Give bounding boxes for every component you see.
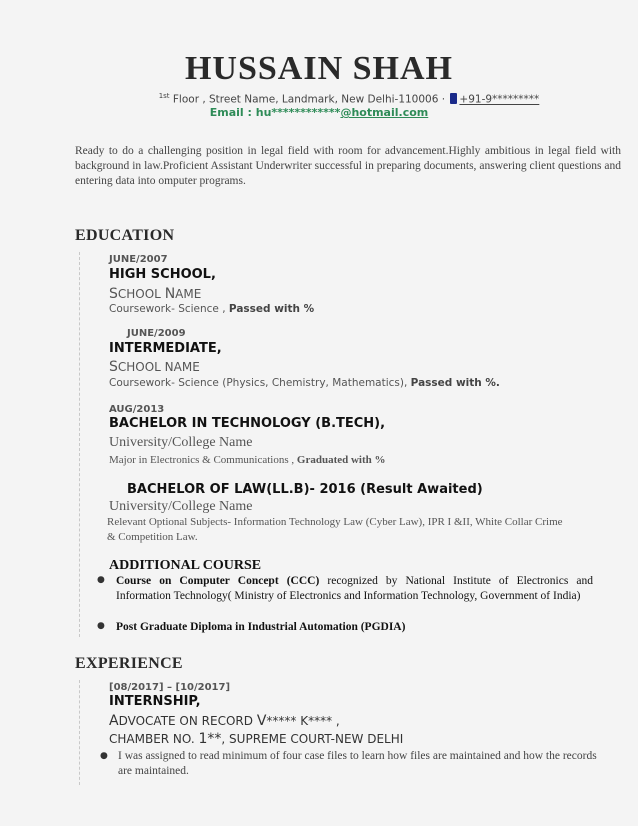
experience-role: INTERNSHIP, (109, 694, 201, 709)
address-text: Floor , Street Name, Landmark, New Delhi-110006 · (169, 93, 449, 106)
education-coursework: Coursework- Science , Passed with % (109, 303, 315, 315)
experience-bullet: I was assigned to read minimum of four case files to learn how files are maintained and how the records are maintained. (118, 750, 597, 777)
address-floor-sup: 1st (158, 92, 170, 100)
email-label: Email : hu************ (209, 106, 341, 119)
education-university: University/College Name (109, 499, 253, 514)
education-degree: BACHELOR IN TECHNOLOGY (B.TECH), (109, 416, 386, 431)
candidate-name: HUSSAIN SHAH (184, 50, 453, 87)
email-link[interactable]: @hotmail.com (340, 106, 429, 119)
summary-paragraph: Ready to do a challenging position in legal field with room for advancement.Highly ambitious in legal field with background in law.Proficient Assistant Underwriter successful in preparing documents, answering client questions and entering data into omputer programs. (75, 145, 621, 187)
phone-number[interactable]: +91-9********* (459, 93, 540, 106)
education-degree: BACHELOR OF LAW(LL.B)- 2016 (Result Awaited) (127, 482, 483, 497)
education-timeline-line (79, 252, 80, 637)
email-line (0, 106, 638, 119)
education-coursework: Coursework- Science (Physics, Chemistry, Mathematics), Passed with %. (109, 377, 500, 389)
experience-date: [08/2017] – [10/2017] (109, 682, 231, 693)
experience-chamber: CHAMBER NO. 1**, SUPREME COURT-NEW DELHI (109, 731, 404, 747)
additional-course-item: Post Graduate Diploma in Industrial Automation (PGDIA) (116, 621, 406, 633)
address-line (0, 92, 638, 106)
experience-organization: ADVOCATE ON RECORD V***** K**** , (109, 713, 340, 729)
education-date: JUNE/2007 (109, 254, 168, 265)
additional-course-heading: ADDITIONAL COURSE (109, 558, 262, 573)
education-heading: EDUCATION (75, 227, 175, 244)
education-subjects: Relevant Optional Subjects- Information Technology Law (Cyber Law), IPR I &II, White Collar Crime & Competition Law. (107, 516, 563, 543)
education-major: Major in Electronics & Communications , Graduated with % (109, 454, 386, 466)
education-university: University/College Name (109, 435, 253, 450)
experience-timeline-line (79, 680, 80, 785)
education-date: AUG/2013 (109, 404, 165, 415)
education-school: SCHOOL NAME (109, 286, 202, 302)
education-school: SCHOOL NAME (109, 359, 200, 375)
mobile-phone-icon (450, 93, 457, 104)
additional-course-item: Course on Computer Concept (CCC) recognized by National Institute of Electronics and Information Technology( Ministry of Electronics and Information Technology, Government of India) (116, 575, 593, 602)
education-degree: INTERMEDIATE, (109, 341, 222, 356)
bullet-icon: ● (97, 621, 105, 631)
bullet-icon: ● (97, 575, 105, 585)
education-degree: HIGH SCHOOL, (109, 267, 216, 282)
bullet-icon: ● (100, 751, 108, 761)
education-date: JUNE/2009 (127, 328, 186, 339)
experience-heading: EXPERIENCE (75, 655, 183, 672)
